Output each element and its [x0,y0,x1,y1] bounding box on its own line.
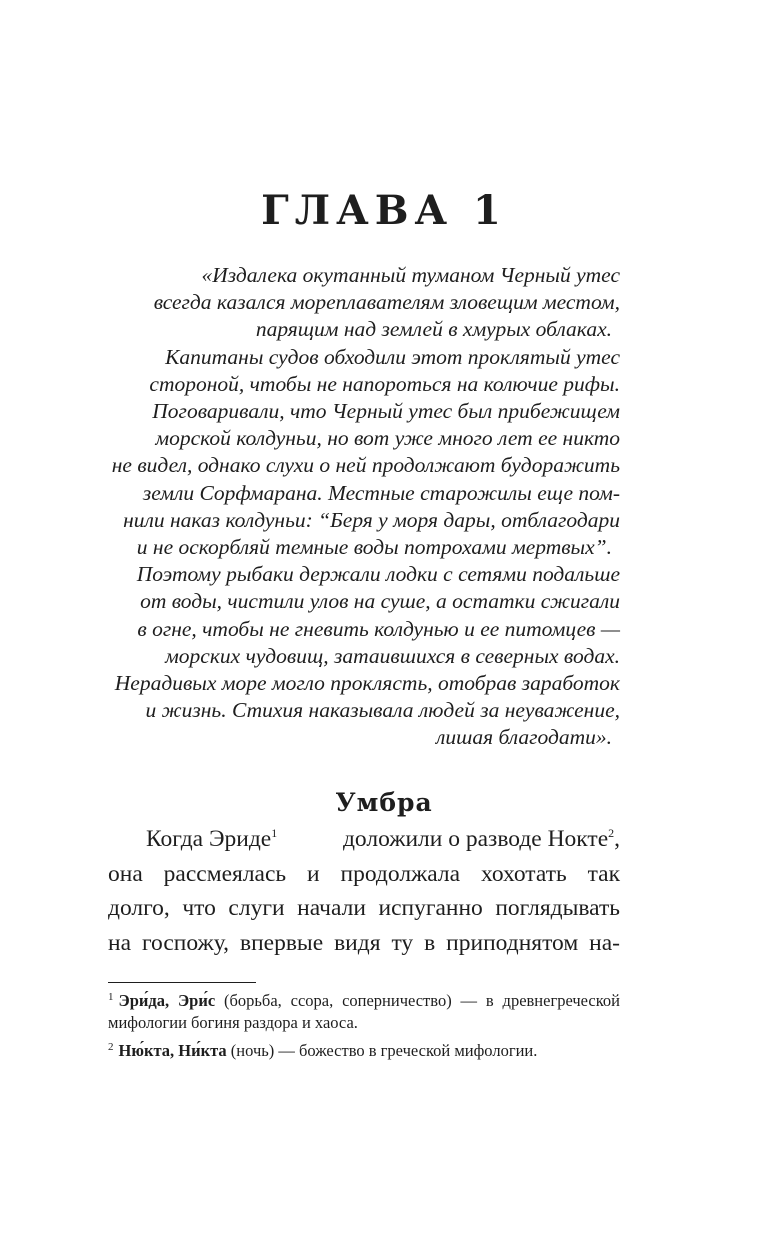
epigraph-line: морских чудовищ, затаившихся в северных водах. [165,643,620,668]
footnote-ref[interactable]: 1 [271,826,278,841]
epigraph-line: Поговаривали, что Черный утес был прибежищем [152,399,620,424]
epigraph-line: Поэтому рыбаки держали лодки с сетями подальше [136,562,620,587]
body-text-run: на госпожу, впервые видя ту в приподнятом на- [108,929,620,956]
body-line [108,857,620,892]
body-text-run: она рассмеялась и продолжала хохотать так [108,860,620,887]
epigraph-line: морской колдуньи, но вот уже много лет ее никто [155,426,620,451]
epigraph-line: Нерадивых море могло проклясть, отобрав заработок [114,671,620,696]
footnote-text: (борьба, ссора, соперничество) — в древнегреческой мифологии богиня раздора и хаоса. [108,991,621,1032]
body-line [108,822,620,857]
epigraph-line: от воды, чистили улов на суше, а остатки сжигали [140,589,620,614]
footnote-number: 1 [108,990,114,1003]
footnotes [108,990,620,1068]
body-text-run: долго, что слуги начали испуганно поглядывать [108,895,620,921]
footnote-term: Ню́кта, Ни́кта [118,1041,227,1060]
section-heading: Умбра [335,788,433,817]
body-text-run: Когда Эриде$^1$ [146,826,278,852]
epigraph-line: и жизнь. Стихия наказывала людей за неуважение, [145,698,620,723]
epigraph-line: Капитаны судов обходили этот проклятый утес [165,344,620,369]
body-paragraph [108,822,620,960]
epigraph-line: нили наказ колдуньи: “Беря у моря дары, отблагодари [123,507,620,532]
epigraph-line: земли Сорфмарана. Местные старожилы еще пом- [142,480,620,505]
footnote-number: 2 [108,1040,114,1053]
epigraph-line: не видел, однако слухи о ней продолжают будоражить [111,453,620,478]
body-line [108,891,620,926]
footnote-term: Эри́да, Эри́с [118,991,216,1010]
footnote-text: (ночь) — божество в греческой мифологии. [226,1041,538,1060]
epigraph-line: в огне, чтобы не гневить колдунью и ее питомцев — [137,616,620,641]
epigraph-line: всегда казался мореплавателям зловещим местом, [153,290,620,315]
chapter-title: ГЛАВА 1 [261,187,507,234]
epigraph [100,262,620,752]
epigraph-line: и не оскорбляй темные воды потрохами мертвых”. [136,535,612,560]
footnote [108,1040,620,1062]
body-line [108,926,620,961]
footnote-ref[interactable]: 2 [608,826,615,841]
epigraph-line: лишая благодати». [435,725,612,750]
epigraph-line: «Издалека окутанный туманом Черный утес [201,263,620,287]
footnote-divider [108,982,256,983]
footnote [108,990,620,1034]
body-text-run: доложили о разводе Нокте$^2$, [342,826,620,852]
epigraph-line: парящим над землей в хмурых облаках. [255,317,612,342]
epigraph-line: стороной, чтобы не напороться на колючие рифы. [149,371,620,396]
